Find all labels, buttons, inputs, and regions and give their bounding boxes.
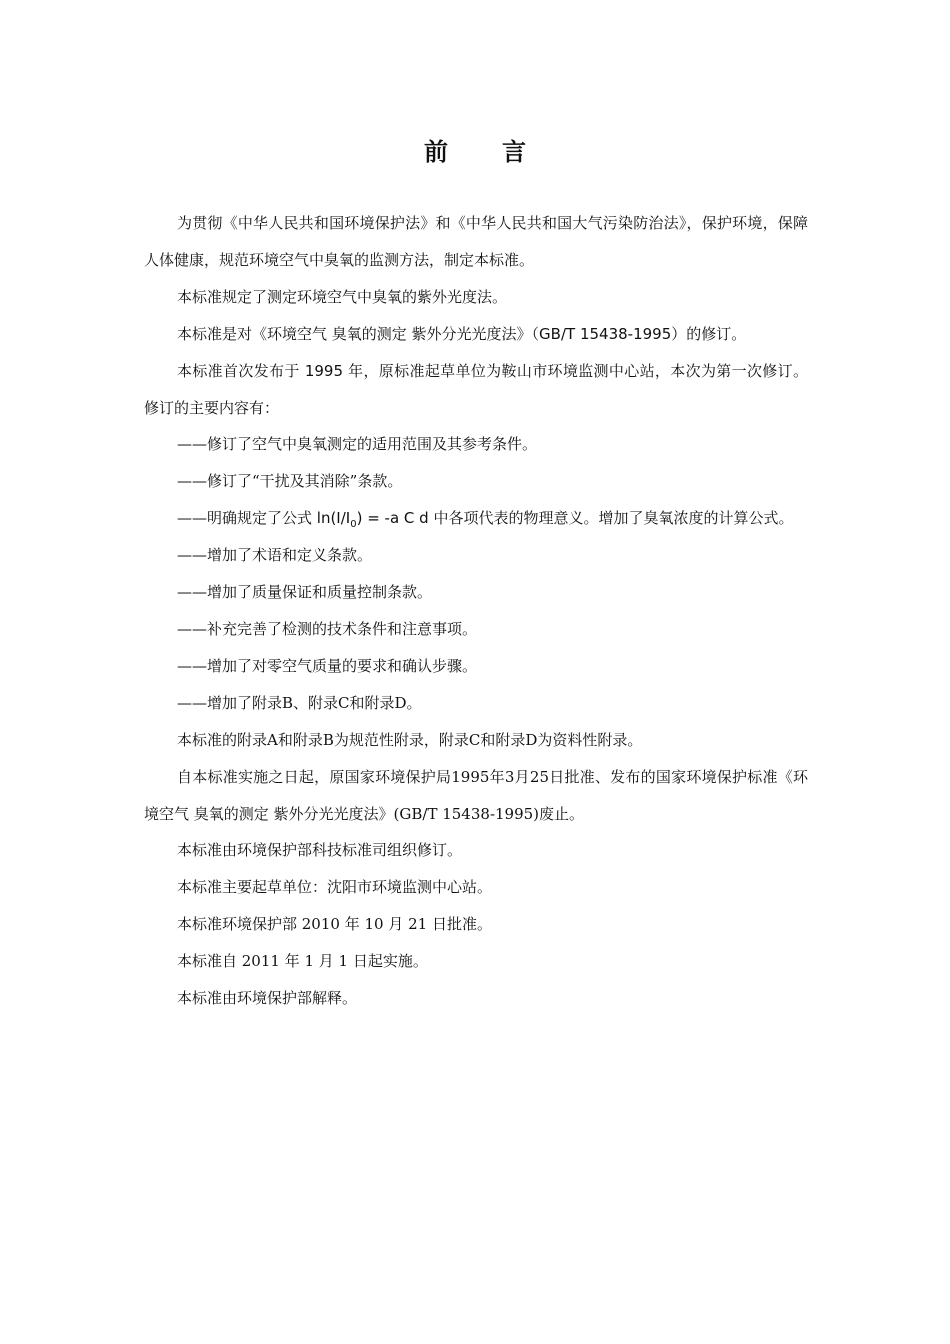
page-title [0, 136, 950, 168]
paragraph-purpose: 为贯彻《中华人民共和国环境保护法》和《中华人民共和国大气污染防治法》，保护环境，保障人体健康，规范环境空气中臭氧的监测方法，制定本标准。 [144, 214, 808, 269]
paragraph-appendices: 本标准的附录A和附录B为规范性附录，附录C和附录D为资料性附录。 [177, 730, 643, 749]
standard-code: GB/T 15438-1995 [539, 324, 672, 343]
title-char-1: 前 [424, 138, 448, 166]
paragraph-scope: 本标准规定了测定环境空气中臭氧的紫外光度法。 [177, 287, 508, 306]
paragraph-drafter: 本标准主要起草单位：沈阳市环境监测中心站。 [177, 878, 493, 897]
foreword-body [144, 205, 808, 1017]
paragraph-repeal: 自本标准实施之日起，原国家环境保护局1995年3月25日批准、发布的国家环境保护标准《环境空气 臭氧的测定 紫外分光光度法》(GB/T 15438-1995)废止。 [144, 767, 808, 823]
list-item: ——补充完善了检测的技术条件和注意事项。 [177, 619, 478, 638]
list-item-formula: ——明确规定了公式 $\ln(I/I_0) = -a$ C d 中各项代表的物理意义。增加了臭氧浓度的计算公式。 [177, 509, 794, 531]
paragraph-approval: 本标准环境保护部 2010 年 10 月 21 日批准。 [177, 915, 492, 934]
list-item: ——修订了空气中臭氧测定的适用范围及其参考条件。 [177, 435, 538, 454]
list-item: ——增加了对零空气质量的要求和确认步骤。 [177, 656, 478, 675]
formula: $\ln(I/I_0) = -a$ C d [316, 509, 429, 531]
paragraph-effective: 本标准自 2011 年 1 月 1 日起实施。 [177, 952, 428, 971]
paragraph-history: 本标准首次发布于 1995 年，原标准起草单位为鞍山市环境监测中心站，本次为第一次修订。修订的主要内容有： [144, 361, 808, 417]
list-item: ——增加了术语和定义条款。 [177, 546, 373, 565]
paragraph-revision: 本标准是对《环境空气 臭氧的测定 紫外分光光度法》（GB/T 15438-1995）的修订。 [177, 324, 747, 343]
title-char-2: 言 [502, 138, 526, 166]
year-1995: 1995 [304, 361, 344, 380]
list-item: ——增加了质量保证和质量控制条款。 [177, 583, 433, 602]
paragraph-organizer: 本标准由环境保护部科技标准司组织修订。 [177, 841, 463, 860]
list-item: ——增加了附录B、附录C和附录D。 [177, 693, 422, 712]
paragraph-interpretation: 本标准由环境保护部解释。 [177, 989, 358, 1008]
list-item: ——修订了“干扰及其消除”条款。 [177, 472, 403, 491]
